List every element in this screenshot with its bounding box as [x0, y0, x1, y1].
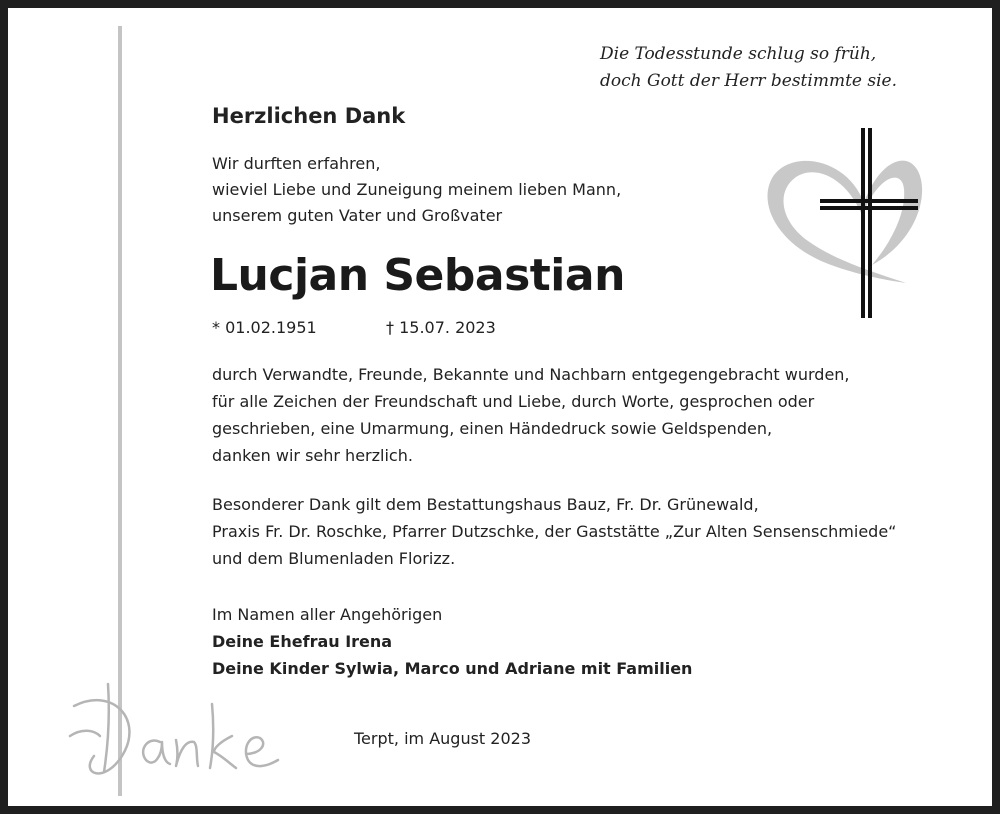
deceased-name: Lucjan Sebastian	[210, 250, 625, 301]
special-thanks-line-3: und dem Blumenladen Florizz.	[212, 549, 456, 568]
page-title: Herzlichen Dank	[212, 104, 406, 128]
verse-quote	[600, 41, 980, 95]
intro-line-3: unserem guten Vater und Großvater	[212, 206, 503, 225]
verse-line-2: doch Gott der Herr bestimmte sie.	[600, 71, 897, 91]
place-date: Terpt, im August 2023	[354, 729, 531, 748]
death-date: † 15.07. 2023	[386, 318, 496, 337]
intro-text	[212, 151, 621, 229]
signoff-wife: Deine Ehefrau Irena	[212, 632, 393, 651]
danke-script-signature	[64, 676, 334, 786]
birth-date: * 01.02.1951	[212, 318, 317, 337]
gratitude-text	[212, 361, 850, 469]
gratitude-line-4: danken wir sehr herzlich.	[212, 446, 413, 465]
special-thanks-line-1: Besonderer Dank gilt dem Bestattungshaus Bauz, Fr. Dr. Grünewald,	[212, 495, 759, 514]
signoff-intro: Im Namen aller Angehörigen	[212, 605, 443, 624]
family-signoff	[212, 601, 692, 682]
special-thanks-text	[212, 491, 896, 572]
signoff-children: Deine Kinder Sylwia, Marco und Adriane mit Familien	[212, 659, 693, 678]
intro-line-1: Wir durften erfahren,	[212, 154, 381, 173]
gratitude-line-2: für alle Zeichen der Freundschaft und Liebe, durch Worte, gesprochen oder	[212, 392, 815, 411]
life-dates	[212, 315, 496, 341]
gratitude-line-3: geschrieben, eine Umarmung, einen Händedruck sowie Geldspenden,	[212, 419, 773, 438]
intro-line-2: wieviel Liebe und Zuneigung meinem lieben Mann,	[212, 180, 622, 199]
special-thanks-line-2: Praxis Fr. Dr. Roschke, Pfarrer Dutzschke, der Gaststätte „Zur Alten Sensenschmiede“	[212, 522, 897, 541]
heart-cross-icon	[756, 123, 926, 323]
gratitude-line-1: durch Verwandte, Freunde, Bekannte und Nachbarn entgegengebracht wurden,	[212, 365, 850, 384]
verse-line-1: Die Todesstunde schlug so früh,	[600, 44, 877, 64]
